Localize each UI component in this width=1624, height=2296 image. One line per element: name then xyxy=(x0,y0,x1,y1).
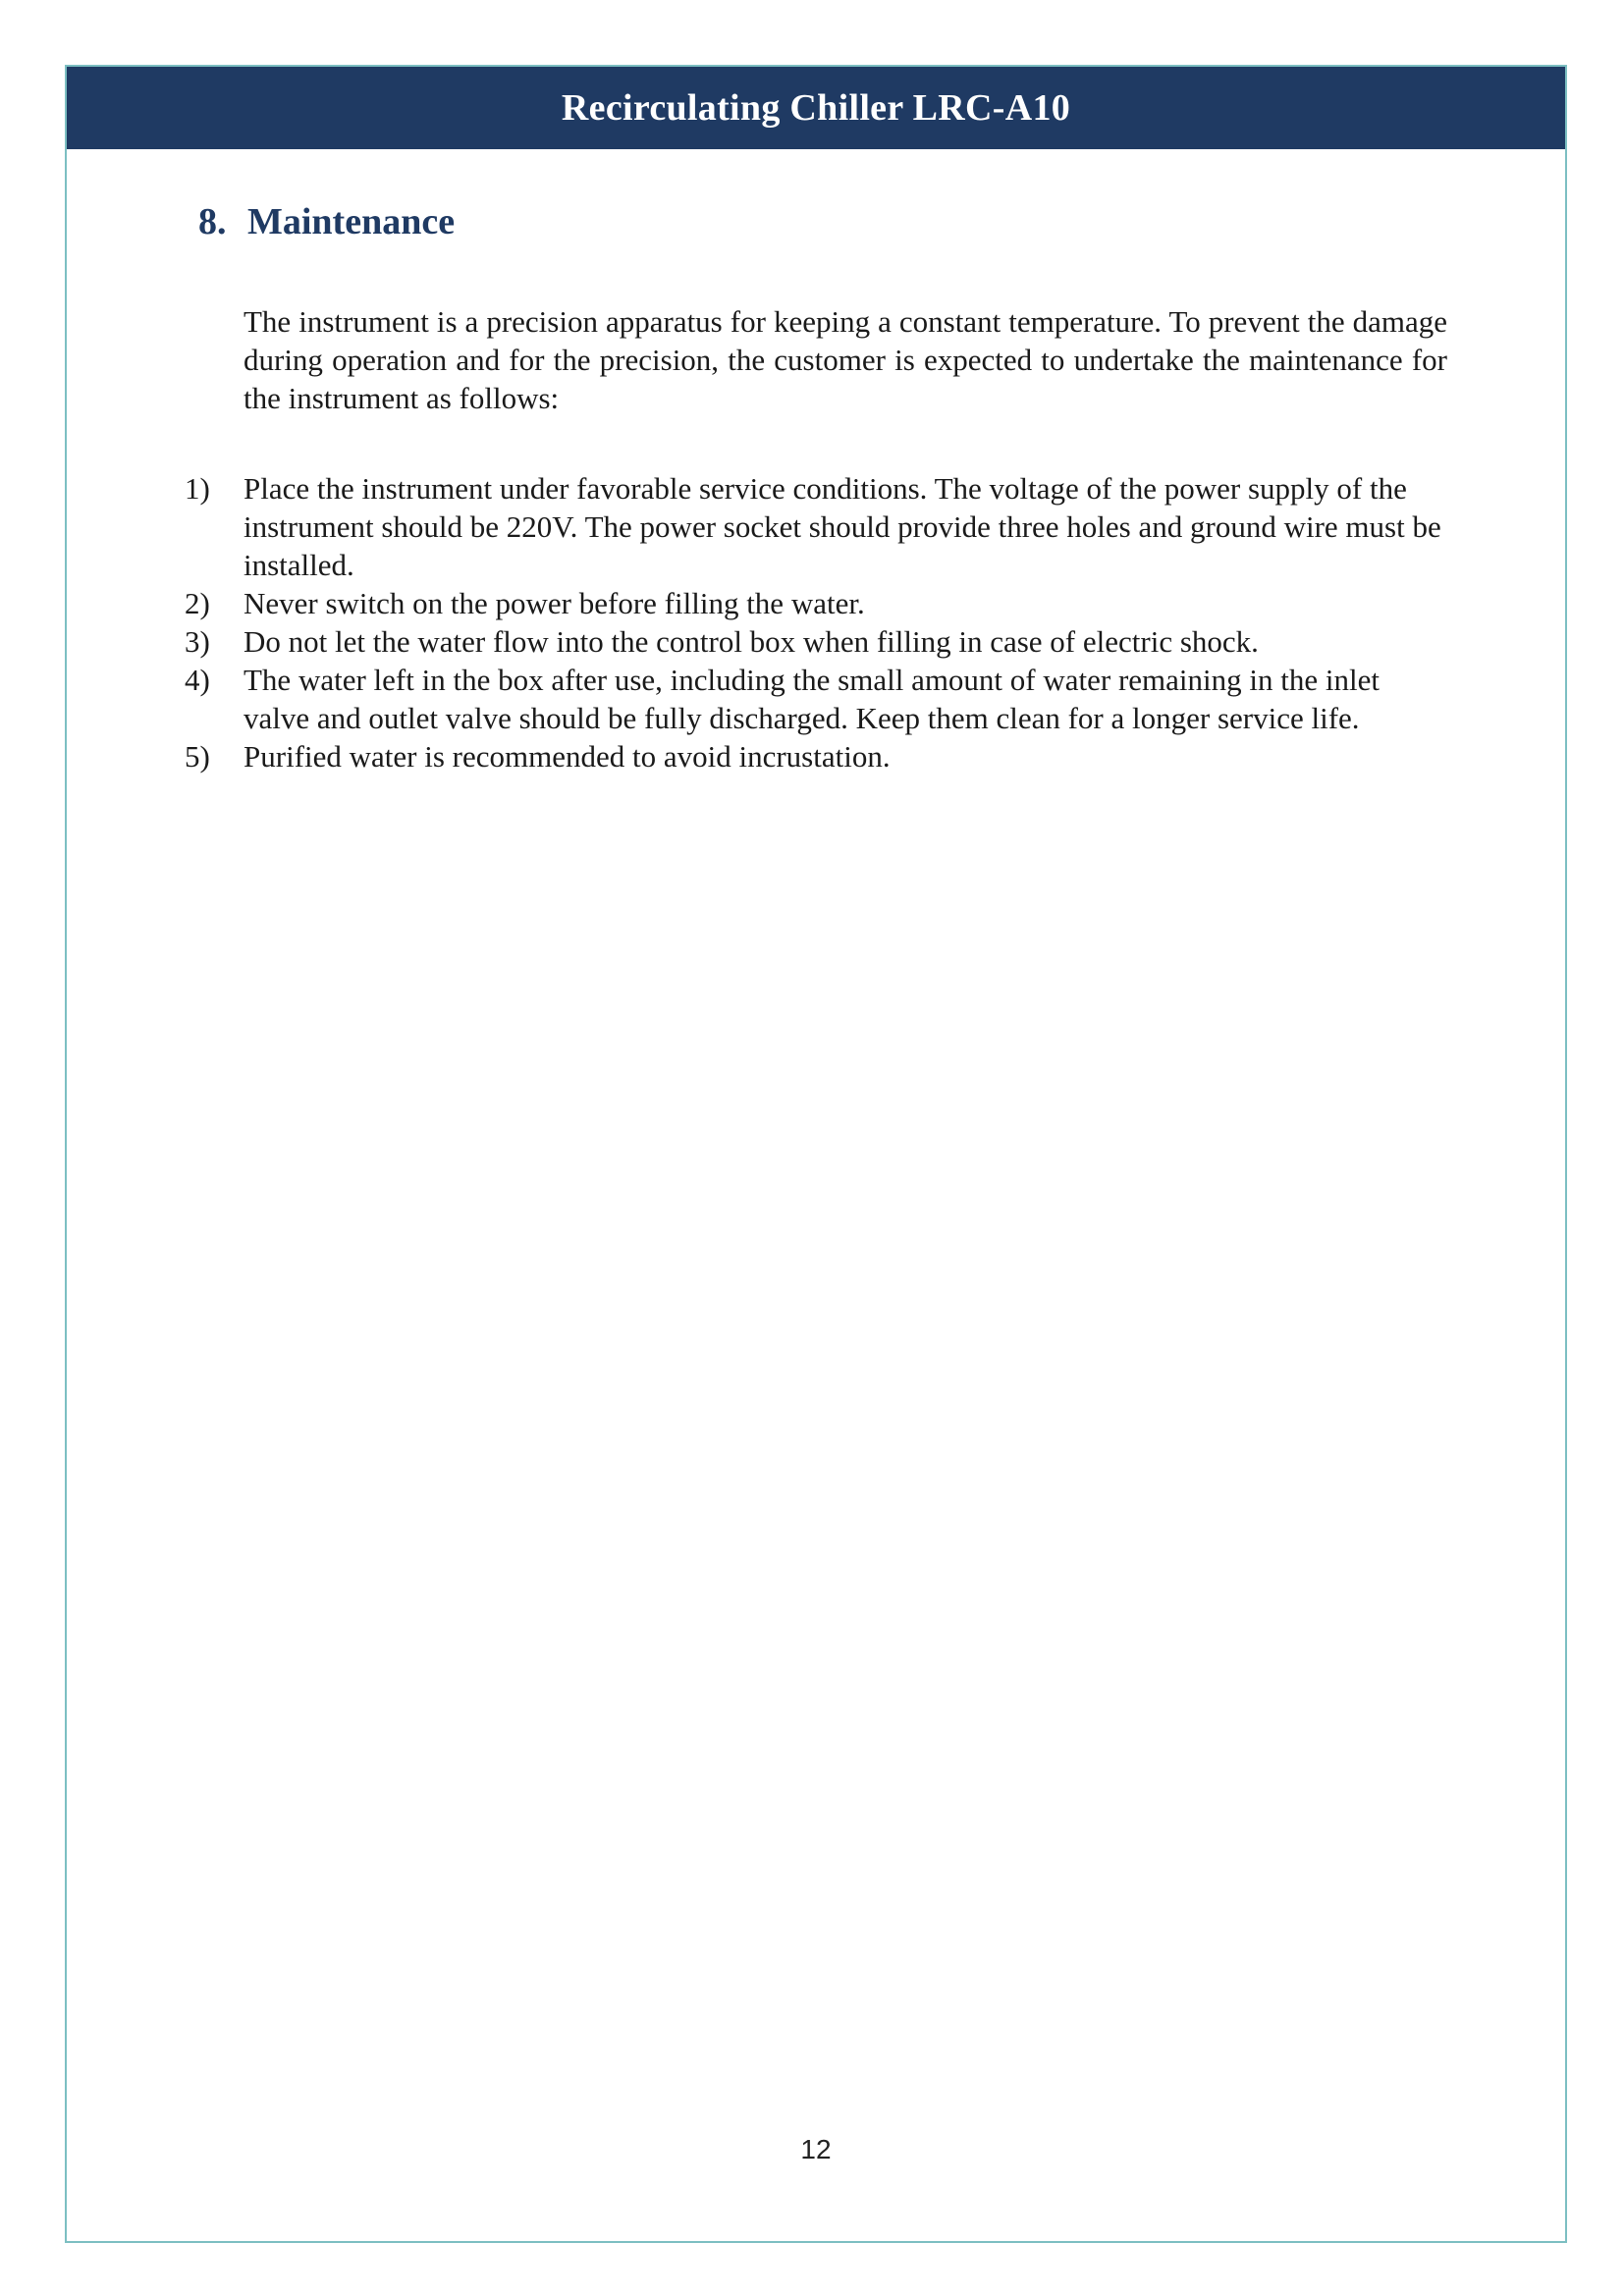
list-item-text: Never switch on the power before filling the water. xyxy=(244,586,865,620)
document-title: Recirculating Chiller LRC-A10 xyxy=(561,87,1071,129)
list-item-number: 5) xyxy=(185,739,210,774)
section-title: Maintenance xyxy=(247,201,456,242)
header-bar xyxy=(67,67,1565,149)
list-item xyxy=(185,622,1447,661)
list-item xyxy=(185,661,1447,737)
list-item-number: 2) xyxy=(185,586,210,620)
list-item xyxy=(185,737,1447,775)
maintenance-list xyxy=(185,469,1447,775)
list-item-number: 1) xyxy=(185,471,210,506)
section-number: 8. xyxy=(198,201,227,242)
page-number: 12 xyxy=(800,2134,832,2164)
list-item-number: 4) xyxy=(185,663,210,697)
list-item xyxy=(185,469,1447,584)
page-frame xyxy=(65,65,1567,2243)
list-item-text: The water left in the box after use, including the small amount of water remaining in the inlet valve and outlet valve should be fully discharged. Keep them clean for a longer service life. xyxy=(244,663,1380,735)
intro-paragraph: The instrument is a precision apparatus for keeping a constant temperature. To prevent the damage during operation and for the precision, the customer is expected to undertake the maintenance for the instrument as follows: xyxy=(244,304,1447,415)
list-item-number: 3) xyxy=(185,624,210,659)
list-item-text: Do not let the water flow into the control box when filling in case of electric shock. xyxy=(244,624,1259,659)
list-item-text: Purified water is recommended to avoid incrustation. xyxy=(244,739,891,774)
list-item xyxy=(185,584,1447,622)
list-item-text: Place the instrument under favorable service conditions. The voltage of the power supply of the instrument should be 220V. The power socket should provide three holes and ground wire must be installed. xyxy=(244,471,1441,582)
section-heading xyxy=(198,200,455,243)
